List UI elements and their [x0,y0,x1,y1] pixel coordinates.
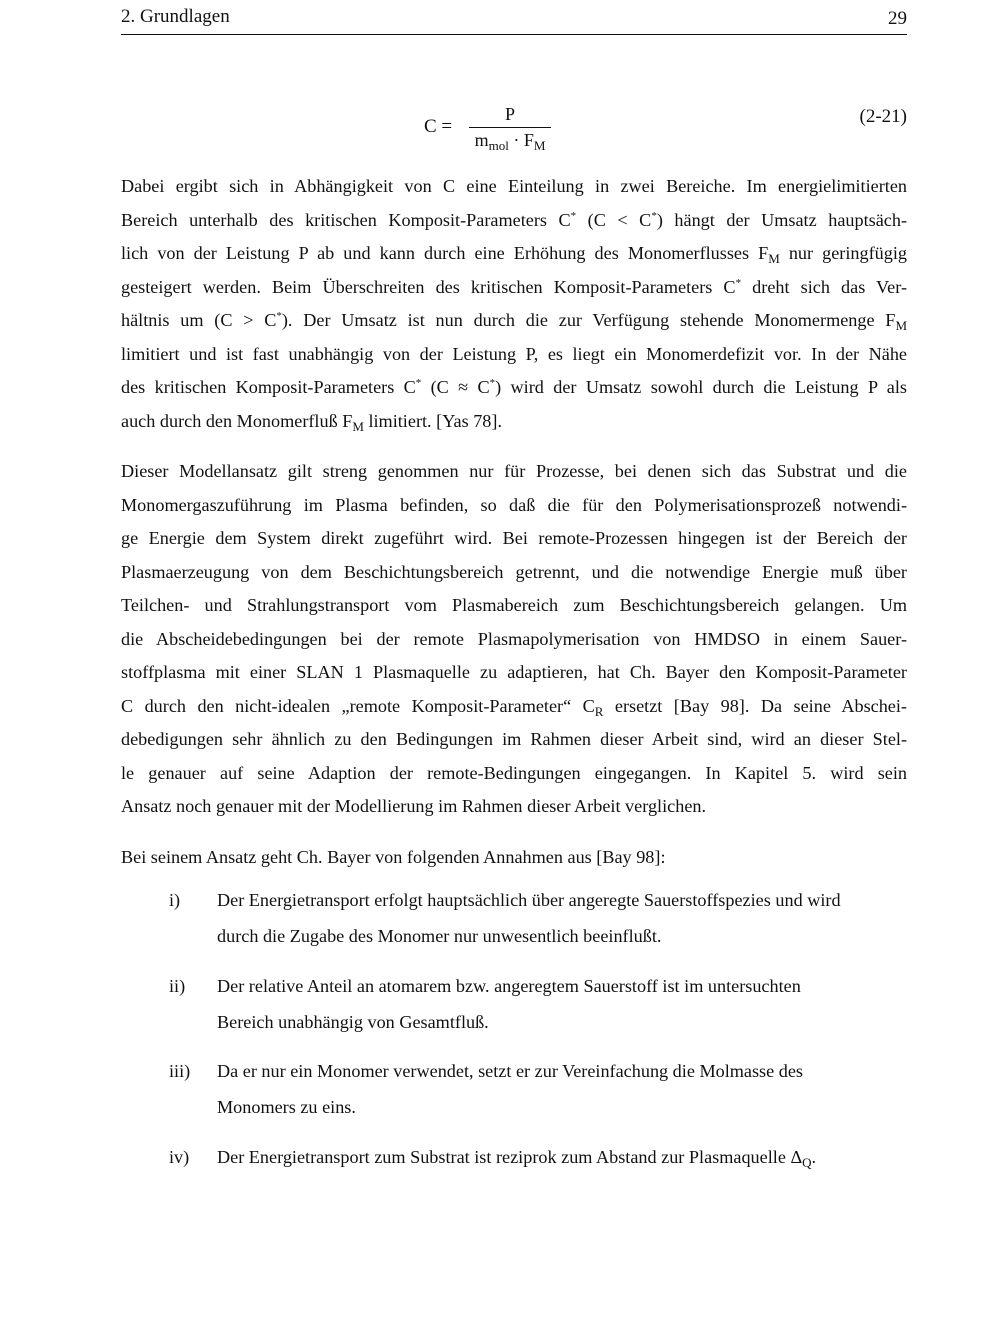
text-line [121,405,907,439]
text-run: des kritischen Komposit-Parameters C [121,377,416,397]
text-run: Dieser Modellansatz gilt streng genommen nur für Prozesse, bei denen sich das Substrat und die [121,461,907,481]
text-run: ) wird der Umsatz sowohl durch die Leistung P als [495,377,907,397]
text-run: hältnis um (C > C [121,310,277,330]
text-line [217,882,907,918]
text-run: m [474,130,489,150]
text-line [121,170,907,204]
text-run: (C < C [576,209,652,230]
subscript: mol [488,138,509,153]
text-line [121,690,907,724]
text-line [121,204,907,238]
text-run: Der Energietransport zum Substrat ist reziprok zum Abstand zur Plasmaquelle Δ [217,1147,803,1167]
text-run: limitiert und ist fast unabhängig von der Leistung P, es liegt ein Monomerdefizit vor. In der Nähe [121,343,907,364]
equation-number: (2-21) [859,106,907,127]
text-run: ge Energie dem System direkt zugeführt wird. Bei remote-Prozessen hingegen ist der Bereich der [121,528,907,548]
list-marker: iv) [169,1147,190,1167]
page-number: 29 [888,8,907,29]
text-run: debedigungen sehr ähnlich zu den Bedingungen im Rahmen dieser Arbeit sind, wird an dieser Stel- [121,729,907,749]
equation-2-21 [0,100,1000,160]
text-run: Teilchen- und Strahlungstransport vom Plasmabereich zum Beschichtungsbereich gelangen. Um [121,595,907,615]
text-run: limitiert. [Yas 78]. [363,410,502,431]
text-run: (C ≈ C [421,377,490,397]
text-line [121,656,907,690]
text-run: Der Energietransport erfolgt hauptsächlich über angeregte Sauerstoffspezies und wird [217,890,841,910]
superscript: * [276,310,282,322]
paragraph-1 [121,170,907,438]
text-run: Da er nur ein Monomer verwendet, setzt er zur Vereinfachung die Molmasse des [217,1061,804,1081]
text-run: Bereich unterhalb des kritischen Komposit-Parameters C [121,209,571,230]
fraction-bar [469,127,551,128]
text-line [217,1053,907,1089]
text-run: Ansatz noch genauer mit der Modellierung im Rahmen dieser Arbeit verglichen. [121,796,707,816]
text-line [121,556,907,590]
text-line [121,589,907,623]
text-line [121,455,907,489]
text-line [121,723,907,757]
text-run: Monomers zu eins. [217,1097,356,1117]
list-item-text [217,882,907,954]
list-item-text [217,1139,907,1175]
text-line [121,304,907,338]
text-line [217,1089,907,1125]
superscript: * [735,276,742,289]
text-run: durch die Zugabe des Monomer nur unwesentlich beeinflußt. [217,926,662,946]
text-line [121,522,907,556]
subscript: M [352,418,364,434]
subscript: Q [802,1155,812,1170]
chapter-title: 2. Grundlagen [121,6,230,27]
subscript: M [533,138,546,153]
list-marker: i) [169,890,181,910]
list-item-text [217,1053,907,1125]
superscript: * [570,209,577,222]
text-run: ersetzt [Bay 98]. Da seine Abschei- [603,695,907,716]
text-run: Dabei ergibt sich in Abhängigkeit von C eine Einteilung in zwei Bereiche. Im energielimitierten [121,176,907,196]
text-run: C durch den nicht-idealen „remote Komposit-Parameter“ C [121,695,595,716]
text-run: nur geringfügig [779,243,907,263]
text-line [217,918,907,954]
text-line [121,790,907,824]
text-run: lich von der Leistung P ab und kann durch eine Erhöhung des Monomerflusses F [121,243,769,263]
list-marker: ii) [169,976,186,996]
text-run: auch durch den Monomerfluß F [121,410,353,431]
text-run: dreht sich das Ver- [741,276,907,297]
text-line [121,371,907,405]
text-line [121,841,907,875]
text-run: Monomergaszuführung im Plasma befinden, so daß die für den Polymerisationsprozeß notwendi- [121,494,907,515]
equation-numerator: P [504,104,515,124]
text-line [121,757,907,791]
subscript: M [768,251,780,266]
paragraph-3 [121,841,907,875]
text-line [121,237,907,271]
text-run: gesteigert werden. Beim Überschreiten des kritischen Komposit-Parameters C [121,276,736,297]
superscript: * [651,209,657,222]
superscript: * [489,377,496,389]
text-run: ) hängt der Umsatz hauptsäch- [656,209,908,230]
text-run: Bei seinem Ansatz geht Ch. Bayer von folgenden Annahmen aus [Bay 98]: [121,847,666,867]
text-line [217,1139,907,1175]
text-run: . [811,1147,817,1167]
equation-fraction [469,104,551,153]
text-line [217,1004,907,1040]
text-run: · F [508,130,534,150]
text-run: le genauer auf seine Adaption der remote-Bedingungen eingegangen. In Kapitel 5. wird sein [121,762,907,783]
text-line [121,623,907,657]
text-line [121,489,907,523]
text-run: Der relative Anteil an atomarem bzw. angeregtem Sauerstoff ist im untersuchten [217,976,801,996]
running-header [121,4,907,35]
text-line [121,271,907,305]
text-line [217,968,907,1004]
paragraph-2 [121,455,907,824]
text-run: Plasmaerzeugung von dem Beschichtungsbereich getrennt, und die notwendige Energie muß über [121,561,907,582]
text-run: Bereich unabhängig von Gesamtfluß. [217,1012,489,1032]
subscript: M [895,318,907,333]
list-marker: iii) [169,1061,191,1081]
text-line [121,338,907,372]
text-run: stoffplasma mit einer SLAN 1 Plasmaquelle zu adaptieren, hat Ch. Bayer den Komposit-Parameter [121,662,907,682]
superscript: * [415,377,422,389]
subscript: R [594,703,604,719]
text-run: die Abscheidebedingungen bei der remote Plasmapolymerisation von HMDSO in einem Sauer- [121,628,907,649]
text-run: ). Der Umsatz ist nun durch die zur Verfügung stehende Monomermenge F [281,310,896,330]
equation-denominator [469,130,551,153]
list-item-text [217,968,907,1040]
equation-lhs: C = [424,116,453,137]
